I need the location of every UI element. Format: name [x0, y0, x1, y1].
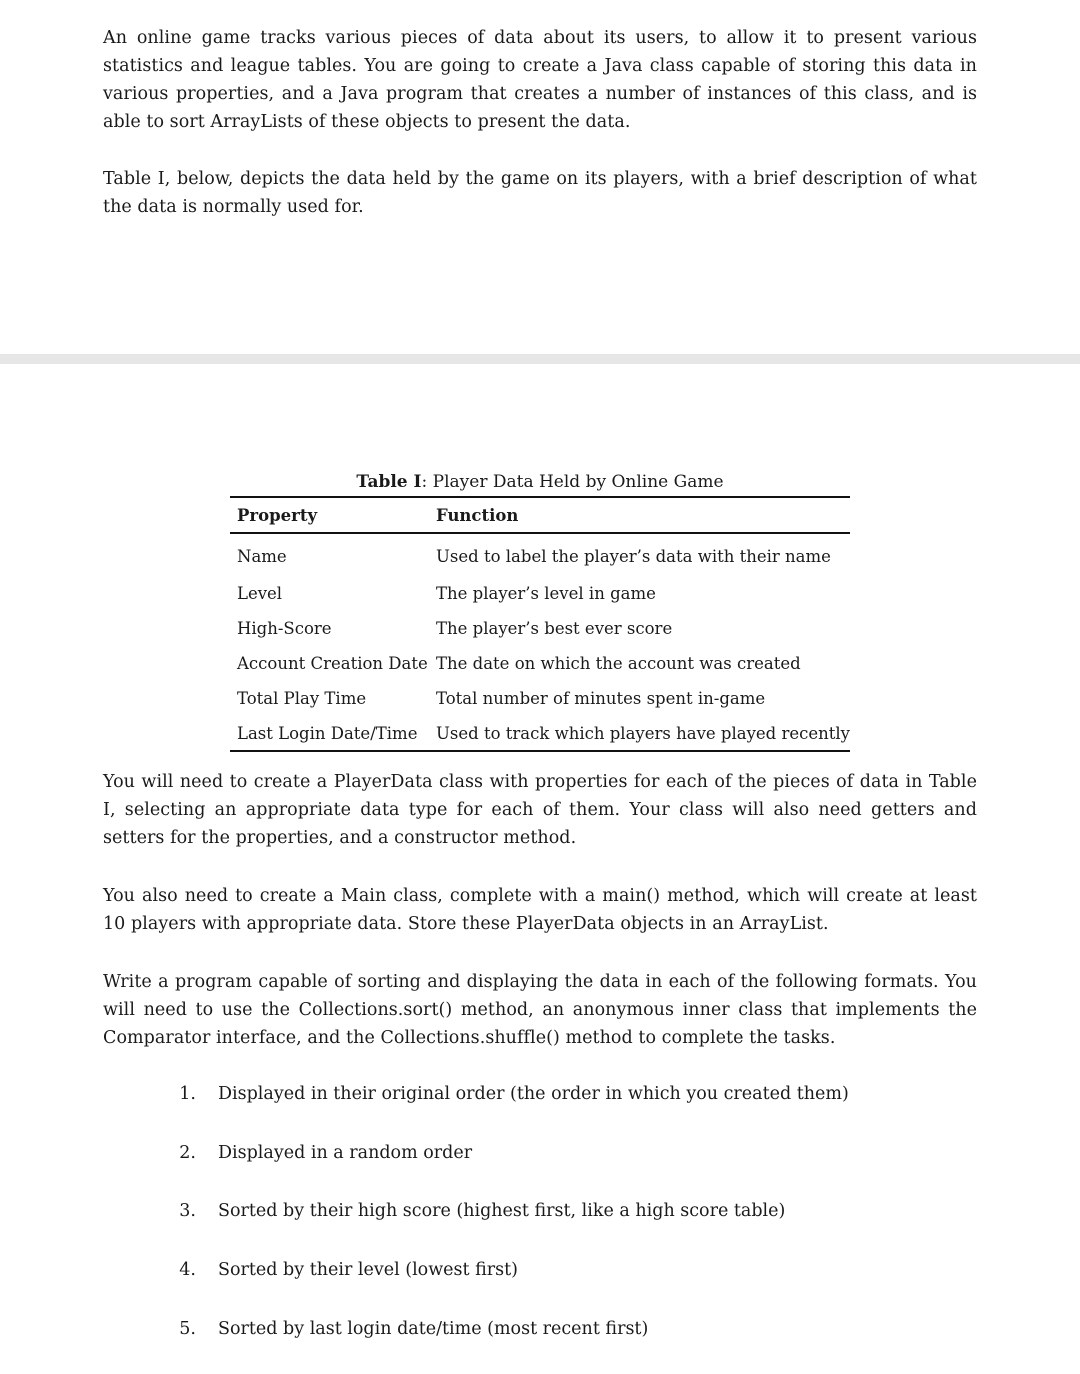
- table-intro-paragraph: Table I, below, depicts the data held by the game on its players, with a brief description of what the data is normally used for.: [103, 169, 977, 217]
- table-row: [230, 576, 850, 611]
- list-item: [0, 1315, 1080, 1374]
- table-row: [230, 681, 850, 716]
- property-cell: Level: [237, 584, 283, 603]
- list-item-number: 4.: [179, 1260, 196, 1281]
- list-item-text: Sorted by their level (lowest first): [218, 1260, 518, 1281]
- property-cell: Name: [237, 546, 287, 566]
- table-row: [230, 716, 850, 751]
- list-item-text: Sorted by their high score (highest first, like a high score table): [218, 1201, 786, 1222]
- property-cell: Last Login Date/Time: [230, 716, 429, 751]
- list-item: [0, 1197, 1080, 1256]
- table-row: [230, 533, 850, 576]
- page-bottom-section: [0, 364, 1080, 1374]
- list-item-number: 3.: [179, 1201, 196, 1222]
- property-cell: Account Creation Date: [237, 654, 428, 673]
- function-cell: Total number of minutes spent in-game: [436, 689, 766, 708]
- list-item-text: Displayed in their original order (the order in which you created them): [218, 1084, 849, 1104]
- list-item: [0, 1080, 1080, 1139]
- function-cell: Used to label the player’s data with their name: [436, 546, 831, 566]
- table-caption-text: Player Data Held by Online Game: [427, 472, 724, 492]
- list-item-text: Displayed in a random order: [218, 1142, 473, 1163]
- sorting-paragraph: Write a program capable of sorting and displaying the data in each of the following formats. You will need to use the Collections.sort() method, an anonymous inner class that implements the Comparator interface, and the Collections.shuffle() method to complete the tasks.: [103, 972, 977, 1048]
- list-item-number: 1.: [179, 1084, 196, 1104]
- main-class-paragraph: You also need to create a Main class, complete with a main() method, which will create at least 10 players with appropriate data. Store these PlayerData objects in an ArrayList.: [103, 886, 977, 934]
- function-cell: The player’s best ever score: [436, 619, 673, 638]
- list-item-text: Sorted by last login date/time (most recent first): [218, 1318, 649, 1339]
- intro-paragraph: An online game tracks various pieces of data about its users, to allow it to present various statistics and league tables. You are going to create a Java class capable of storing this data in various properties, and a Java program that creates a number of instances of this class, and is able to sort ArrayLists of these objects to present the data.: [103, 28, 977, 132]
- player-data-table-block: [230, 470, 850, 752]
- playerdata-class-paragraph: You will need to create a PlayerData class with properties for each of the pieces of data in Table I, selecting an appropriate data type for each of them. Your class will also need getters and setters for the properties, and a constructor method.: [103, 772, 977, 848]
- table-header-row: [230, 497, 850, 533]
- player-data-table: [230, 496, 850, 752]
- function-cell: The date on which the account was created: [436, 654, 801, 673]
- page-break-divider: [0, 354, 1080, 364]
- table-caption-label: Table I: [356, 472, 422, 492]
- header-function: Function: [429, 497, 850, 533]
- list-item: [0, 1256, 1080, 1315]
- table-caption-separator: :: [421, 472, 428, 492]
- header-property: Property: [230, 497, 429, 533]
- list-item-number: 5.: [179, 1318, 196, 1339]
- property-cell: Total Play Time: [237, 689, 367, 708]
- function-cell: Used to track which players have played recently: [429, 716, 850, 751]
- task-list: [0, 1080, 1080, 1373]
- property-cell: High-Score: [237, 619, 332, 638]
- page-top-section: [0, 0, 1080, 354]
- list-item: [0, 1139, 1080, 1198]
- table-row: [230, 611, 850, 646]
- table-row: [230, 646, 850, 681]
- list-item-number: 2.: [179, 1142, 196, 1163]
- table-caption: [230, 470, 850, 496]
- function-cell: The player’s level in game: [436, 584, 656, 603]
